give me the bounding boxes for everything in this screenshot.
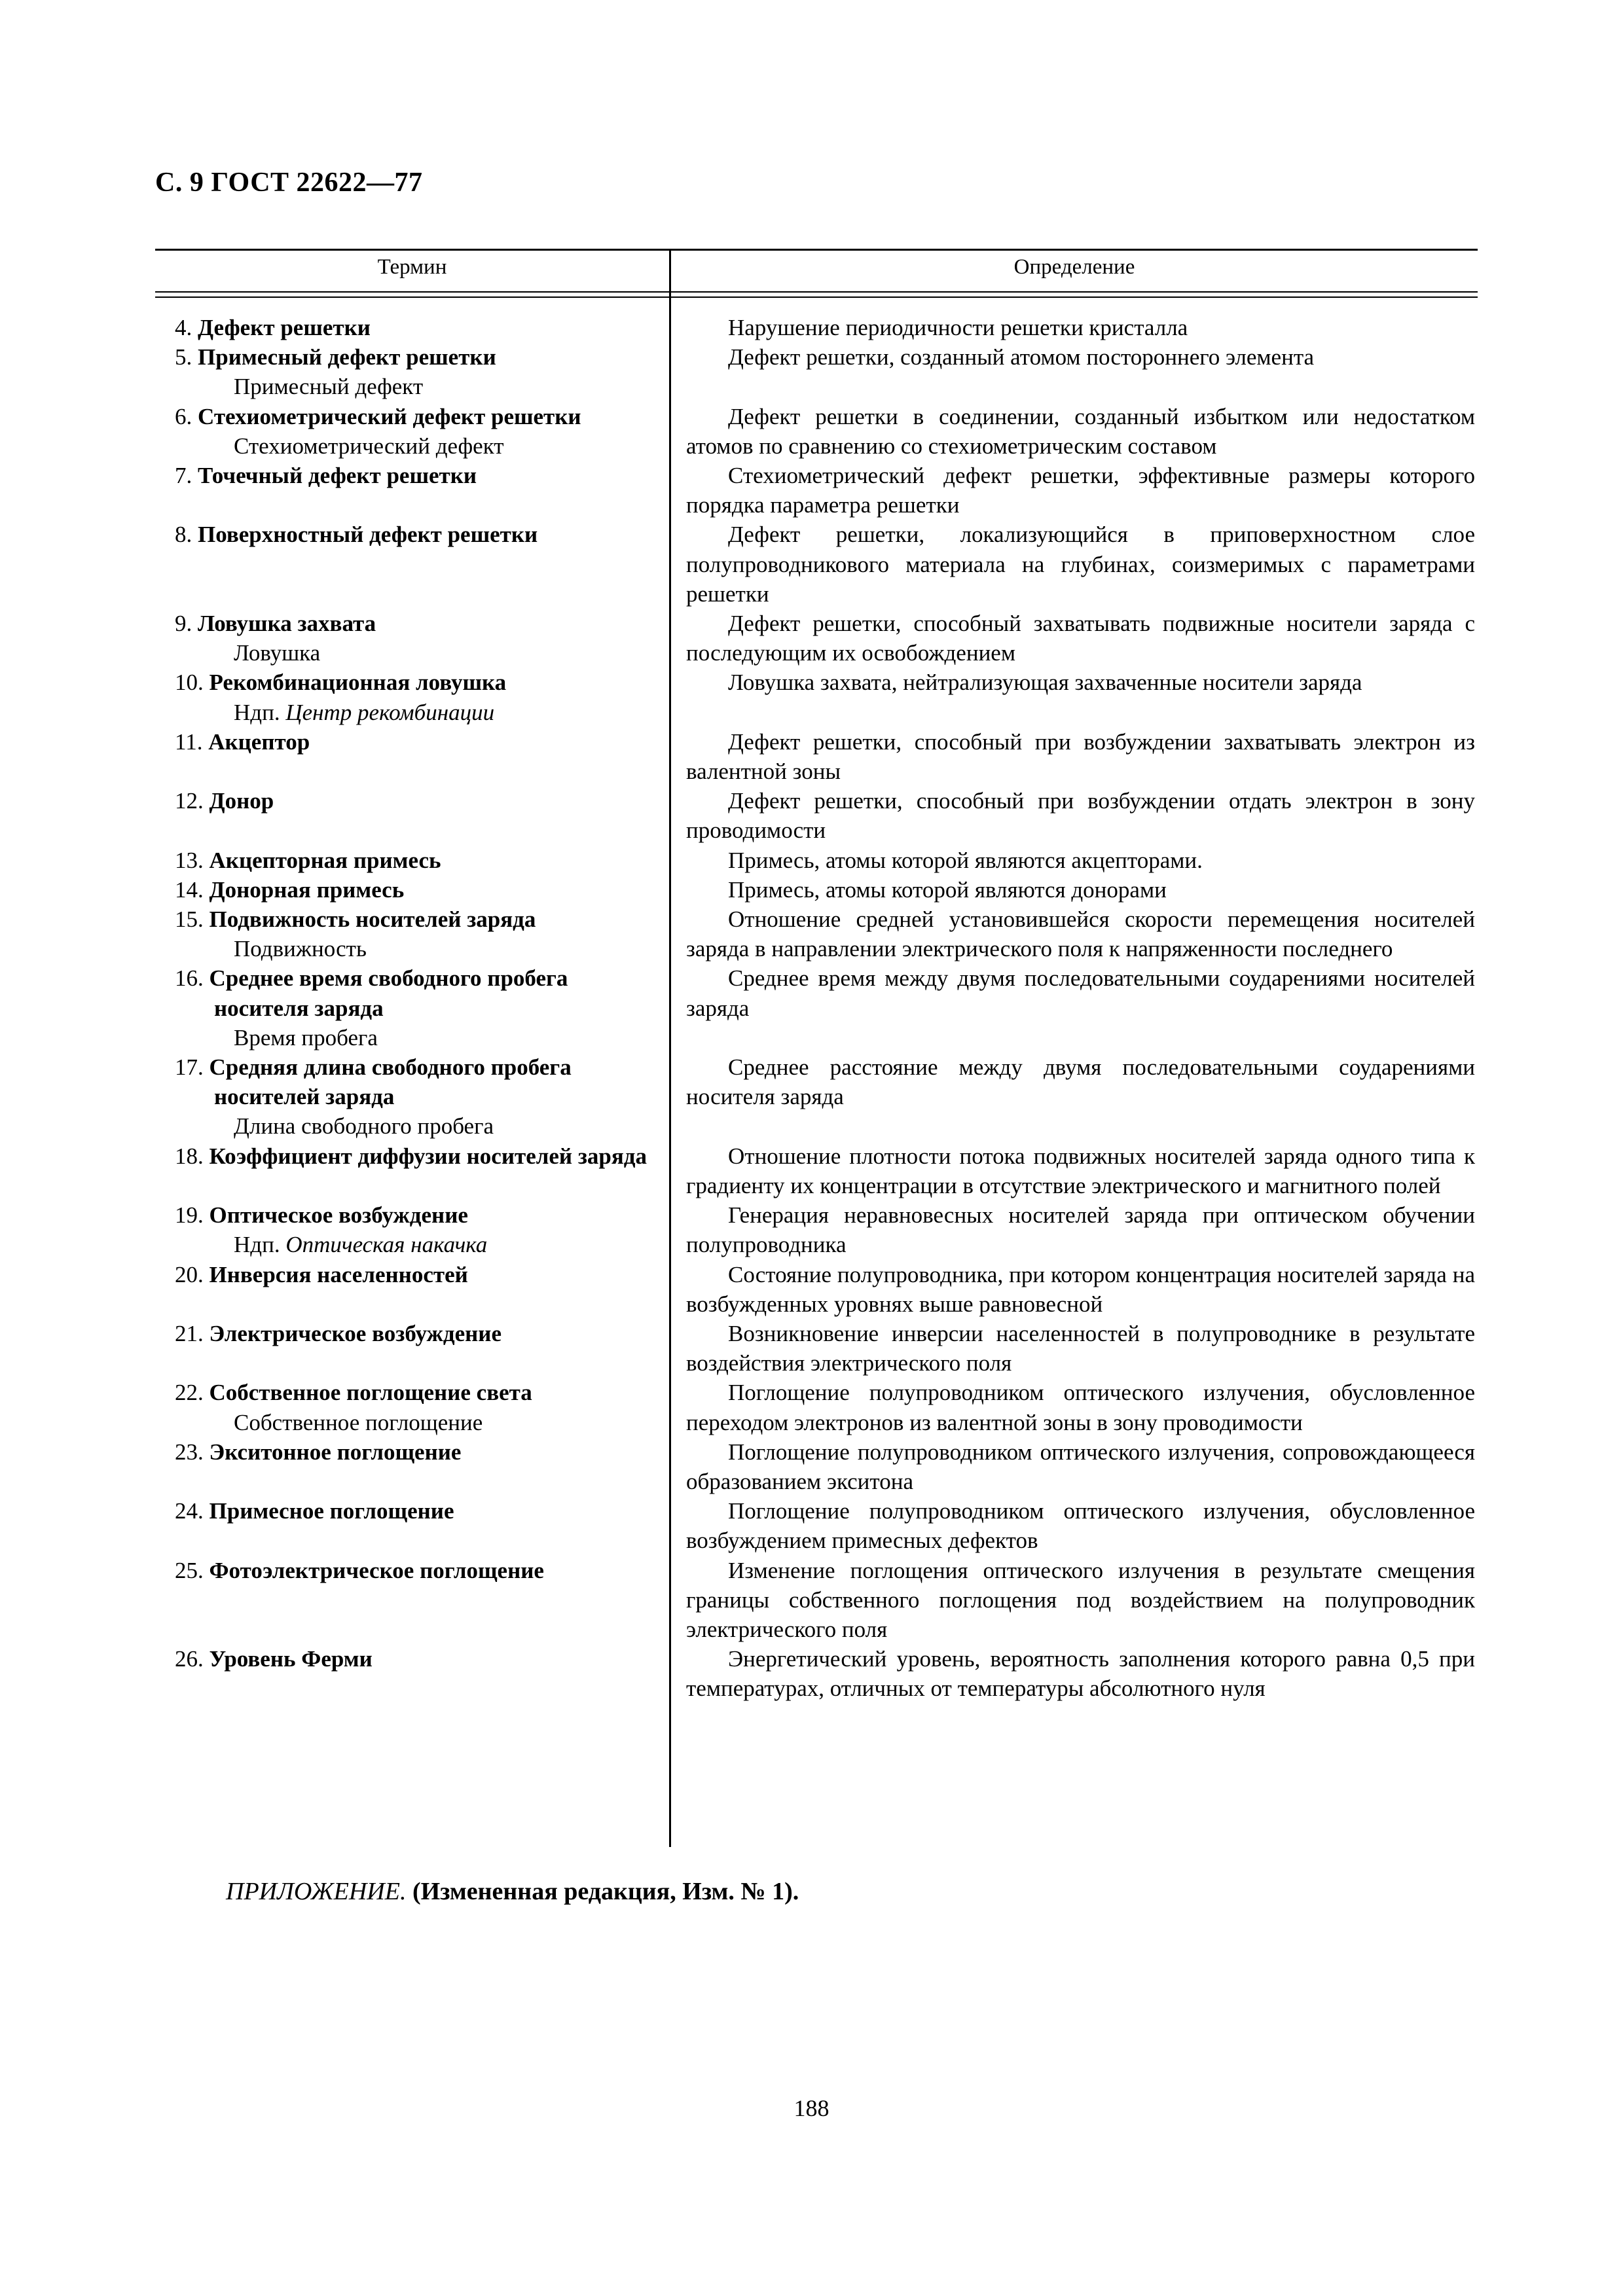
term-synonym: Время пробега [234,1024,378,1050]
synonym-text: Центр рекомбинации [285,699,495,725]
definition-cell: Генерация неравновесных носителей заряда при оптическом обучении полупроводника [686,1202,1475,1258]
term-main [175,342,660,372]
definition-cell: Примесь, атомы которой являются акцепторами. [728,847,1203,873]
term-main [175,905,660,934]
term-text: Рекомбинационная ловушка [209,670,507,696]
term-cell [155,461,669,520]
table-row [155,875,1478,905]
term-text: Поверхностный дефект решетки [198,522,538,548]
term-number: 15. [175,906,204,933]
term-text: Средняя длина свободного пробега носителей заряда [209,1054,572,1110]
term-text: Акцепторная примесь [209,847,441,873]
definition-cell: Нарушение периодичности решетки кристалла [728,315,1188,340]
term-cell [155,1200,669,1259]
term-number: 18. [175,1143,204,1169]
footer-appendix: ПРИЛОЖЕНИЕ. [226,1878,407,1905]
term-main [175,461,660,490]
term-cell [155,905,669,963]
term-cell [155,402,669,461]
definition-cell: Примесь, атомы которой являются донорами [728,876,1167,903]
term-number: 14. [175,876,204,903]
term-synonym: Ловушка [234,640,321,666]
term-number: 20. [175,1261,204,1287]
term-text: Стехиометрический дефект решетки [198,403,581,429]
definition-cell: Дефект решетки в соединении, созданный избытком или недостатком атомов по сравнению со стехиометрическим составом [686,403,1475,459]
term-number: 26. [175,1646,204,1672]
table-row [155,727,1478,786]
table-row [155,963,1478,1052]
term-text: Примесный дефект решетки [198,344,496,370]
definition-cell: Дефект решетки, способный захватывать подвижные носители заряда с последующим их освобождением [686,611,1475,666]
term-synonym: Собственное поглощение [234,1409,483,1435]
definition-cell: Среднее расстояние между двумя последовательными соударениями носителя заряда [686,1054,1475,1110]
table-row [155,313,1478,342]
term-number: 21. [175,1320,204,1346]
term-main [175,313,660,342]
term-main [175,1556,660,1585]
term-number: 4. [175,315,192,340]
definition-cell: Изменение поглощения оптического излучения в результате смещения границы собственного поглощения под воздействием на полупроводник электрического поля [686,1557,1475,1642]
term-number: 25. [175,1557,204,1583]
term-text: Коэффициент диффузии носителей заряда [209,1143,647,1169]
table-row [155,609,1478,668]
table-row [155,1378,1478,1437]
term-number: 19. [175,1202,204,1229]
term-main [175,727,660,757]
definition-cell: Дефект решетки, созданный атомом постороннего элемента [728,344,1315,370]
column-header-term: Термин [377,255,447,279]
term-main [175,786,660,816]
definition-cell: Дефект решетки, способный при возбуждении отдать электрон в зону проводимости [686,788,1475,844]
table-row [155,846,1478,875]
term-cell [155,1319,669,1378]
term-text: Акцептор [208,728,310,755]
term-main [175,1141,660,1171]
term-text: Уровень Ферми [209,1646,373,1672]
term-main [175,1260,660,1289]
term-cell [155,846,669,875]
header-rule [155,296,1478,298]
term-number: 24. [175,1498,204,1524]
term-synonym [175,1230,660,1259]
synonym-text: Оптическая накачка [285,1232,488,1258]
term-cell [155,313,669,342]
term-cell [155,1260,669,1319]
table-row [155,1200,1478,1259]
table-row [155,1644,1478,1703]
term-cell [155,963,669,1052]
definition-cell: Поглощение полупроводником оптического излучения, обусловленное переходом электронов из валентной зоны в зону проводимости [686,1380,1475,1435]
term-synonym [175,698,660,727]
table-row [155,905,1478,963]
term-main [175,402,660,431]
term-cell [155,668,669,726]
table-row [155,1437,1478,1496]
term-number: 9. [175,611,192,637]
term-cell [155,520,669,609]
term-synonym: Стехиометрический дефект [234,433,504,459]
term-number: 5. [175,344,192,370]
footer-note [226,1877,799,1906]
definition-cell: Отношение средней установившейся скорости перемещения носителей заряда в направлении электрического поля к напряженности последнего [686,906,1475,962]
term-text: Инверсия населенностей [209,1261,468,1287]
term-main [175,1052,660,1111]
definition-cell: Ловушка захвата, нейтрализующая захваченные носители заряда [728,670,1362,696]
term-number: 17. [175,1054,204,1081]
term-main [175,668,660,697]
definition-cell: Стехиометрический дефект решетки, эффективные размеры которого порядка параметра решетки [686,463,1475,518]
term-number: 13. [175,847,204,873]
term-number: 12. [175,788,204,814]
term-cell [155,342,669,401]
term-main [175,1378,660,1407]
term-main [175,875,660,905]
header-rule [155,291,1478,293]
term-main [175,609,660,638]
table-row [155,342,1478,401]
term-number: 23. [175,1439,204,1465]
term-cell [155,609,669,668]
term-cell [155,1378,669,1437]
term-main [175,1644,660,1674]
term-text: Фотоэлектрическое поглощение [209,1557,544,1583]
table-row [155,402,1478,461]
footer-revision: (Измененная редакция, Изм. № 1). [412,1878,799,1905]
definition-cell: Поглощение полупроводником оптического излучения, обусловленное возбуждением примесных дефектов [686,1498,1475,1554]
table-body [155,313,1478,1704]
term-cell [155,1052,669,1141]
term-text: Собственное поглощение света [209,1380,532,1406]
column-header-definition: Определение [1013,255,1135,279]
term-text: Электрическое возбуждение [209,1320,502,1346]
table-row [155,461,1478,520]
definition-cell: Среднее время между двумя последовательными соударениями носителей заряда [686,965,1475,1021]
definition-cell: Дефект решетки, способный при возбуждении захватывать электрон из валентной зоны [686,728,1475,785]
term-main [175,1200,660,1230]
synonym-prefix: Ндп. [234,1232,280,1258]
definition-cell: Дефект решетки, локализующийся в приповерхностном слое полупроводникового материала на глубинах, соизмеримых с параметрами решетки [686,522,1475,607]
synonym-prefix: Ндп. [234,699,280,725]
definition-cell: Энергетический уровень, вероятность заполнения которого равна 0,5 при температурах, отличных от температуры абсолютного нуля [686,1646,1475,1702]
table-row [155,1260,1478,1319]
term-cell [155,875,669,905]
term-main [175,846,660,875]
definition-cell: Возникновение инверсии населенностей в полупроводнике в результате воздействия электрического поля [686,1320,1475,1376]
page-number: 188 [793,2095,830,2121]
term-number: 11. [175,728,203,755]
term-text: Ловушка захвата [198,611,376,637]
term-synonym: Подвижность [234,936,367,962]
definition-cell: Поглощение полупроводником оптического излучения, сопровождающееся образованием экситона [686,1439,1475,1494]
term-main [175,963,660,1022]
term-text: Донорная примесь [209,876,405,903]
term-number: 16. [175,965,204,992]
term-cell [155,1556,669,1645]
terms-table [155,249,1478,1847]
table-row [155,668,1478,726]
term-main [175,520,660,549]
term-text: Экситонное поглощение [209,1439,462,1465]
term-text: Точечный дефект решетки [198,463,477,489]
term-cell [155,1141,669,1200]
term-text: Подвижность носителей заряда [209,906,536,933]
term-text: Среднее время свободного пробега носителя заряда [209,965,568,1021]
table-row [155,520,1478,609]
term-text: Донор [209,788,274,814]
term-cell [155,1437,669,1496]
term-cell [155,786,669,845]
term-main [175,1319,660,1348]
page-header: С. 9 ГОСТ 22622—77 [155,168,423,198]
term-synonym: Примесный дефект [234,374,424,400]
table-row [155,1496,1478,1555]
term-number: 7. [175,463,192,489]
term-cell [155,1496,669,1555]
term-text: Дефект решетки [198,315,371,340]
term-number: 8. [175,522,192,548]
table-row [155,1319,1478,1378]
term-cell [155,727,669,786]
table-row [155,1052,1478,1141]
term-number: 6. [175,403,192,429]
definition-cell: Отношение плотности потока подвижных носителей заряда одного типа к градиенту их концентрации в отсутствие электрического и магнитного полей [686,1143,1475,1198]
table-top-rule [155,249,1478,251]
term-text: Примесное поглощение [209,1498,454,1524]
term-number: 10. [175,670,204,696]
term-main [175,1496,660,1526]
term-text: Оптическое возбуждение [209,1202,468,1229]
table-row [155,1556,1478,1645]
table-row [155,786,1478,845]
term-main [175,1437,660,1467]
table-row [155,1141,1478,1200]
term-cell [155,1644,669,1703]
term-synonym: Длина свободного пробега [234,1113,494,1139]
definition-cell: Состояние полупроводника, при котором концентрация носителей заряда на возбужденных уровнях выше равновесной [686,1261,1475,1317]
term-number: 22. [175,1380,204,1406]
